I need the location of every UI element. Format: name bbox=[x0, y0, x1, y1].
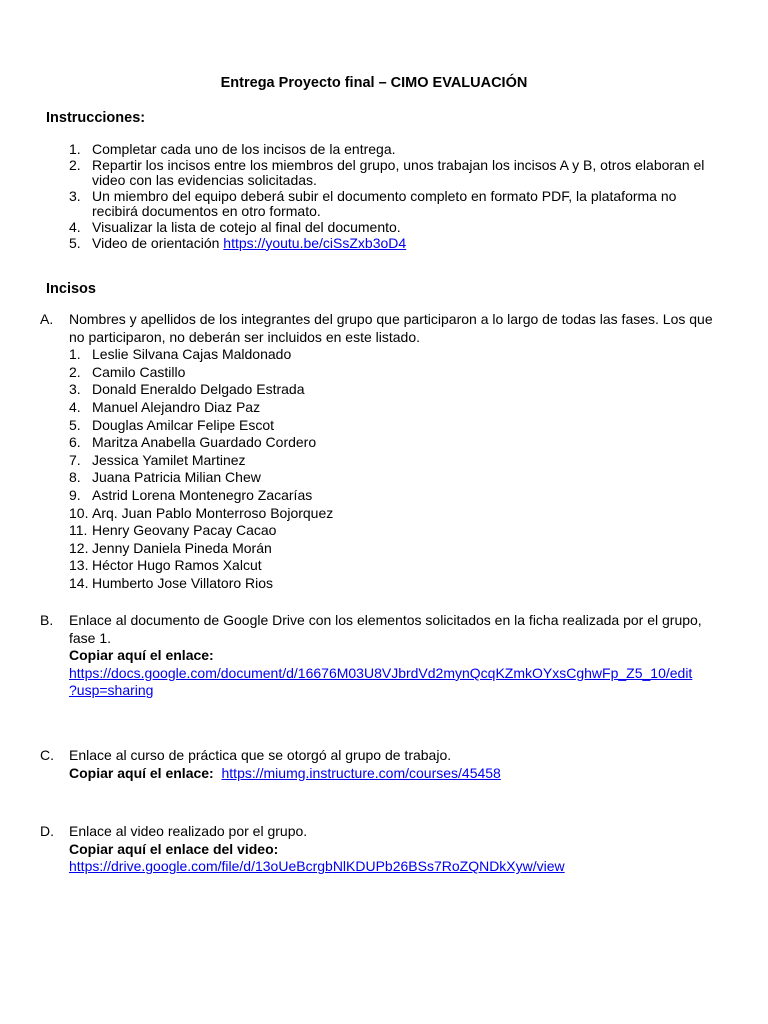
item-number: 4. bbox=[69, 218, 81, 235]
item-number: 3. bbox=[69, 187, 81, 204]
member-name: Leslie Silvana Cajas Maldonado bbox=[92, 346, 292, 363]
list-item bbox=[69, 557, 720, 575]
members-list bbox=[69, 346, 720, 592]
member-name: Camilo Castillo bbox=[92, 363, 186, 380]
list-item bbox=[69, 399, 720, 417]
section-d bbox=[40, 823, 720, 876]
member-name: Manuel Alejandro Diaz Paz bbox=[92, 398, 261, 415]
practice-course-link[interactable]: https://miumg.instructure.com/courses/45458 bbox=[221, 764, 501, 781]
member-name: Héctor Hugo Ramos Xalcut bbox=[92, 557, 262, 574]
google-drive-document-link[interactable] bbox=[69, 665, 720, 700]
list-item bbox=[69, 158, 719, 189]
item-number: 12. bbox=[69, 539, 89, 556]
member-name: Juana Patricia Milian Chew bbox=[92, 469, 261, 486]
section-c-text: Enlace al curso de práctica que se otorgó al grupo de trabajo. bbox=[69, 747, 452, 763]
item-number: 13. bbox=[69, 557, 89, 574]
member-name: Maritza Anabella Guardado Cordero bbox=[92, 434, 317, 451]
item-number: 1. bbox=[69, 346, 81, 363]
list-item bbox=[69, 220, 719, 236]
list-item bbox=[69, 381, 720, 399]
item-number: 7. bbox=[69, 451, 81, 468]
member-name: Douglas Amilcar Felipe Escot bbox=[92, 416, 275, 433]
section-c bbox=[40, 747, 720, 782]
section-letter: D. bbox=[40, 823, 54, 839]
list-item bbox=[69, 452, 720, 470]
member-name: Donald Eneraldo Delgado Estrada bbox=[92, 381, 305, 398]
member-name: Jenny Daniela Pineda Morán bbox=[92, 539, 272, 556]
orientation-video-link[interactable]: https://youtu.be/ciSsZxb3oD4 bbox=[223, 234, 407, 251]
item-number: 4. bbox=[69, 398, 81, 415]
item-number: 14. bbox=[69, 574, 89, 591]
list-item bbox=[69, 236, 719, 252]
copy-video-link-label: Copiar aquí el enlace del video: bbox=[69, 840, 279, 857]
list-item bbox=[69, 417, 720, 435]
item-number: 5. bbox=[69, 416, 81, 433]
copy-link-label: Copiar aquí el enlace: bbox=[69, 764, 214, 781]
item-text: Un miembro del equipo deberá subir el documento completo en formato PDF, la plataforma no recibirá documentos en otro formato. bbox=[92, 187, 677, 220]
section-b bbox=[40, 612, 720, 700]
list-item bbox=[69, 364, 720, 382]
list-item bbox=[69, 346, 720, 364]
list-item bbox=[69, 189, 719, 220]
document-title: Entrega Proyecto final – CIMO EVALUACIÓN bbox=[220, 75, 528, 91]
list-item bbox=[69, 575, 720, 593]
item-text: Visualizar la lista de cotejo al final del documento. bbox=[92, 218, 401, 235]
list-item bbox=[69, 505, 720, 523]
member-name: Henry Geovany Pacay Cacao bbox=[92, 522, 277, 539]
section-letter: C. bbox=[40, 747, 54, 763]
item-number: 8. bbox=[69, 469, 81, 486]
list-item bbox=[69, 469, 720, 487]
item-text: Video de orientación bbox=[92, 234, 224, 251]
item-text: Completar cada uno de los incisos de la entrega. bbox=[92, 141, 396, 157]
item-number: 6. bbox=[69, 434, 81, 451]
member-name: Jessica Yamilet Martinez bbox=[92, 451, 246, 468]
member-name: Humberto Jose Villatoro Rios bbox=[92, 574, 274, 591]
list-item bbox=[69, 142, 719, 158]
item-number: 3. bbox=[69, 381, 81, 398]
section-a-text: Nombres y apellidos de los integrantes del grupo que participaron a lo largo de todas las fases. Los que no participaron, no deberán ser incluidos en este listado. bbox=[69, 311, 713, 345]
section-b-text: Enlace al documento de Google Drive con los elementos solicitados en la ficha realizada por el grupo, fase 1. bbox=[69, 612, 702, 646]
item-number: 11. bbox=[69, 522, 88, 539]
section-letter: A. bbox=[40, 311, 54, 327]
member-name: Astrid Lorena Montenegro Zacarías bbox=[92, 486, 313, 503]
member-name: Arq. Juan Pablo Monterroso Bojorquez bbox=[92, 504, 334, 521]
item-number: 2. bbox=[69, 363, 81, 380]
section-d-text: Enlace al video realizado por el grupo. bbox=[69, 823, 308, 839]
instructions-list bbox=[69, 142, 719, 251]
item-number: 9. bbox=[69, 486, 81, 503]
link-line-1: https://docs.google.com/document/d/16676M03U8VJbrdVd2mynQcqKZmkOYxsCghwFp_Z5_10/edit bbox=[69, 664, 693, 681]
item-text: Repartir los incisos entre los miembros del grupo, unos trabajan los incisos A y B, otros elaboran el video con las evidencias solicitadas. bbox=[92, 156, 705, 189]
list-item bbox=[69, 434, 720, 452]
list-item bbox=[69, 540, 720, 558]
video-link[interactable]: https://drive.google.com/file/d/13oUeBcrgbNlKDUPb26BSs7RoZQNDkXyw/view bbox=[69, 858, 565, 875]
section-letter: B. bbox=[40, 612, 54, 628]
section-a bbox=[40, 311, 720, 593]
link-line-2: ?usp=sharing bbox=[69, 682, 154, 699]
incisos-heading: Incisos bbox=[46, 281, 96, 297]
item-number: 10. bbox=[69, 504, 89, 521]
item-number: 1. bbox=[69, 141, 81, 157]
list-item bbox=[69, 522, 720, 540]
item-number: 5. bbox=[69, 234, 81, 251]
instructions-heading: Instrucciones: bbox=[46, 110, 146, 126]
list-item bbox=[69, 487, 720, 505]
copy-link-label: Copiar aquí el enlace: bbox=[69, 647, 214, 664]
item-number: 2. bbox=[69, 156, 81, 173]
